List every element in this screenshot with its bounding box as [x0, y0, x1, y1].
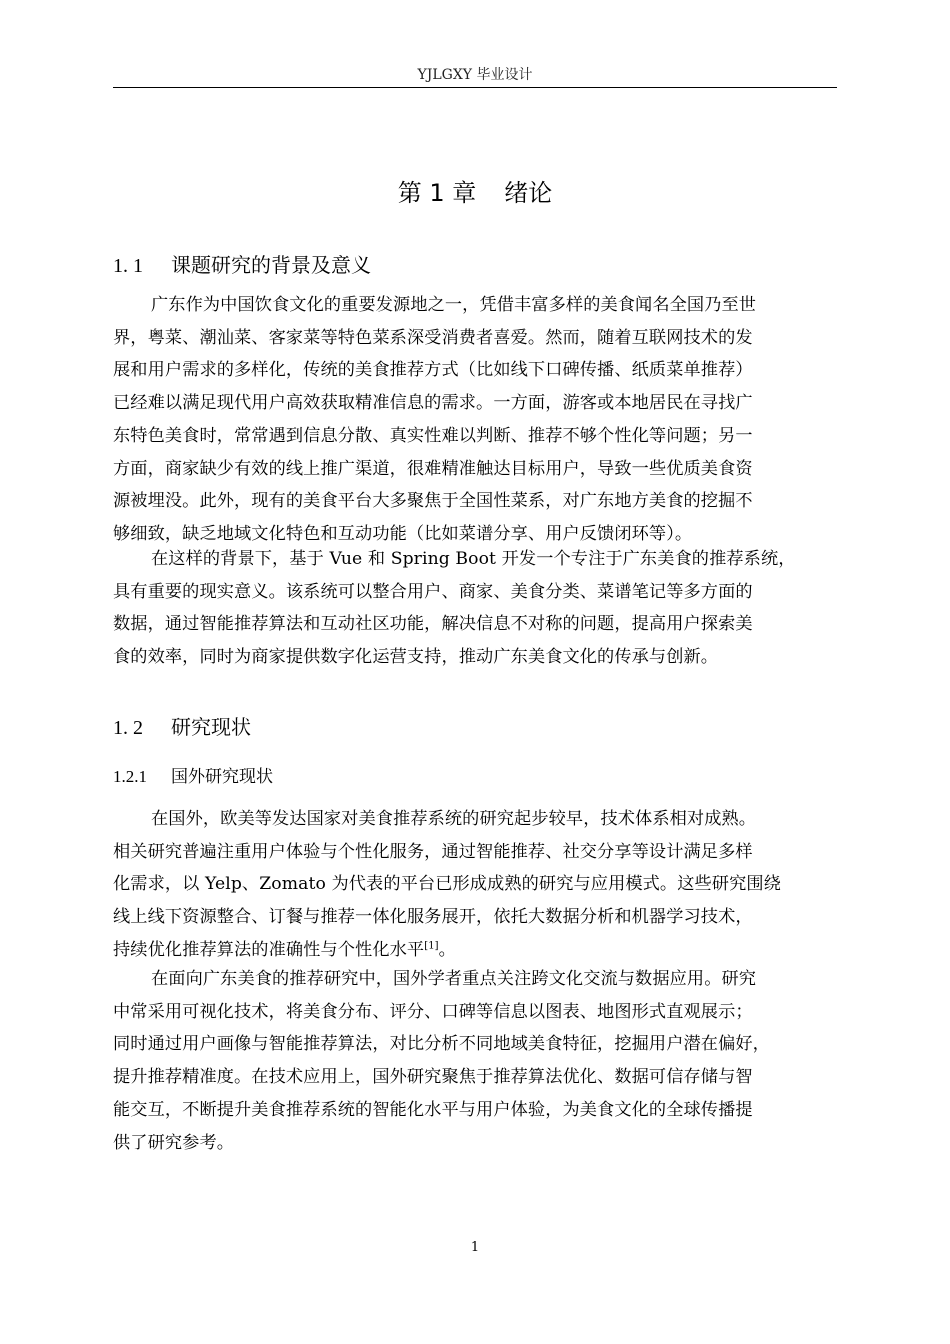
- text-line: 源被埋没。此外，现有的美食平台大多聚焦于全国性菜系，对广东地方美食的挖掘不: [113, 491, 753, 512]
- text-line: [113, 934, 837, 967]
- citation-ref[interactable]: [1]: [424, 940, 439, 952]
- page-number: 1: [470, 1240, 480, 1255]
- text-line: 界，粤菜、潮汕菜、客家菜等特色菜系深受消费者喜爱。然而，随着互联网技术的发: [113, 327, 753, 348]
- section-title: 课题研究的背景及意义: [171, 253, 371, 277]
- page-header: YJLGXY 毕业设计: [113, 66, 837, 88]
- text-line: 已经难以满足现代用户高效获取精准信息的需求。一方面，游客或本地居民在寻找广: [113, 393, 753, 414]
- text-line: 提升推荐精准度。在技术应用上，国外研究聚焦于推荐算法优化、数据可信存储与智: [113, 1067, 753, 1088]
- text-line: 展和用户需求的多样化，传统的美食推荐方式（比如线下口碑传播、纸质菜单推荐）: [113, 360, 753, 381]
- chapter-title: [0, 176, 950, 210]
- text-line: 在面向广东美食的推荐研究中，国外学者重点关注跨文化交流与数据应用。研究: [151, 969, 757, 989]
- paragraph-guangdong-research: [113, 963, 837, 1159]
- chapter-name: 绪论: [504, 179, 553, 207]
- text-line: 食的效率，同时为商家提供数字化运营支持，推动广东美食文化的传承与创新。: [113, 647, 719, 668]
- chapter-number: 第 1 章: [397, 179, 477, 207]
- text-line: 数据，通过智能推荐算法和互动社区功能，解决信息不对称的问题，提高用户探索美: [113, 614, 753, 635]
- section-heading-1-2: [113, 713, 251, 742]
- text-line: 能交互，不断提升美食推荐系统的智能化水平与用户体验，为美食文化的全球传播提: [113, 1099, 753, 1120]
- text-line: 广东作为中国饮食文化的重要发源地之一，凭借丰富多样的美食闻名全国乃至世: [151, 295, 757, 315]
- subsection-heading-1-2-1: [113, 765, 273, 789]
- text-line: 相关研究普遍注重用户体验与个性化服务，通过智能推荐、社交分享等设计满足多样: [113, 841, 753, 862]
- text-line: 化需求，以 Yelp、Zomato 为代表的平台已形成成熟的研究与应用模式。这些研究围绕: [113, 874, 781, 895]
- text-line: 线上线下资源整合、订餐与推荐一体化服务展开，依托大数据分析和机器学习技术，: [113, 907, 753, 928]
- paragraph-significance: [113, 543, 837, 674]
- paragraph-foreign-research: [113, 803, 837, 967]
- text-line: 方面，商家缺少有效的线上推广渠道，很难精准触达目标用户，导致一些优质美食资: [113, 458, 753, 479]
- text-run: 持续优化推荐算法的准确性与个性化水平: [113, 939, 425, 960]
- section-title: 研究现状: [171, 715, 251, 739]
- text-line: 具有重要的现实意义。该系统可以整合用户、商家、美食分类、菜谱笔记等多方面的: [113, 581, 753, 602]
- text-run: 。: [438, 939, 456, 960]
- section-number: 1. 1: [113, 255, 143, 277]
- text-line: 在国外，欧美等发达国家对美食推荐系统的研究起步较早，技术体系相对成熟。: [151, 809, 757, 829]
- text-line: 中常采用可视化技术，将美食分布、评分、口碑等信息以图表、地图形式直观展示；: [113, 1001, 753, 1022]
- text-line: 在这样的背景下，基于 Vue 和 Spring Boot 开发一个专注于广东美食的推荐系统，: [151, 549, 796, 569]
- text-line: 同时通过用户画像与智能推荐算法，对比分析不同地域美食特征，挖掘用户潜在偏好，: [113, 1034, 770, 1055]
- text-line: 供了研究参考。: [113, 1132, 235, 1153]
- section-heading-1-1: [113, 251, 371, 280]
- subsection-title: 国外研究现状: [171, 767, 273, 787]
- text-line: 够细致，缺乏地域文化特色和互动功能（比如菜谱分享、用户反馈闭环等）。: [113, 523, 693, 544]
- section-number: 1. 2: [113, 717, 143, 739]
- subsection-number: 1.2.1: [113, 767, 147, 786]
- text-line: 东特色美食时，常常遇到信息分散、真实性难以判断、推荐不够个性化等问题；另一: [113, 425, 753, 446]
- paragraph-background: [113, 289, 837, 551]
